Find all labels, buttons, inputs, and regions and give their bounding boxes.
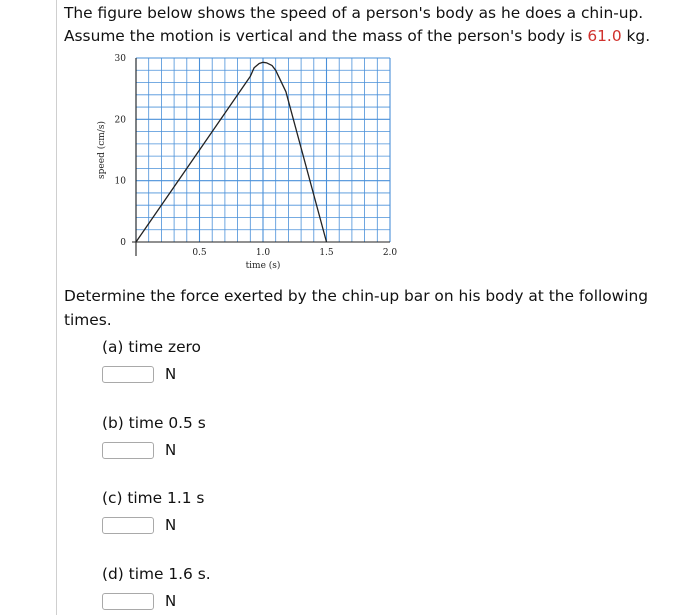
y-tick-label: 30 [114,54,126,64]
part-d-unit: N [165,592,177,610]
y-axis-label: speed (cm/s) [97,121,107,179]
x-tick-label: 2.0 [382,248,398,258]
x-tick-label: 0.5 [192,248,207,258]
intro-line-1: The figure below shows the speed of a person's body as he does a chin-up. [64,4,644,22]
mass-value: 61.0 [587,27,622,45]
part-a-unit: N [165,365,177,383]
speed-time-chart [86,48,406,276]
part-a-label: (a) time zero [102,338,201,356]
part-b-answer-input[interactable] [102,442,154,459]
intro-line-2 [64,25,650,48]
part-d-label: (d) time 1.6 s. [102,565,211,583]
intro-line-2-suffix: kg. [621,27,651,45]
y-tick-label: 10 [114,176,126,187]
x-axis-label: time (s) [245,261,281,271]
x-tick-label: 1.0 [255,248,271,258]
part-d-answer-input[interactable] [102,593,154,610]
part-c-unit: N [165,516,177,534]
y-tick-label: 20 [114,115,126,126]
grid [136,58,390,242]
part-b-unit: N [165,441,177,459]
intro-line-2-prefix: Assume the motion is vertical and the mass of the person's body is [64,27,588,45]
x-tick-label: 1.5 [319,248,334,258]
question-intro [64,2,650,48]
left-margin-rule [56,0,57,615]
part-c-answer-input[interactable] [102,517,154,534]
part-a-answer-input[interactable] [102,366,154,383]
question-prompt: Determine the force exerted by the chin-up bar on his body at the following times. [64,287,649,329]
part-c-label: (c) time 1.1 s [102,489,205,507]
origin-label: 0 [120,238,126,248]
speed-time-figure [86,48,406,280]
part-b-label: (b) time 0.5 s [102,414,206,432]
